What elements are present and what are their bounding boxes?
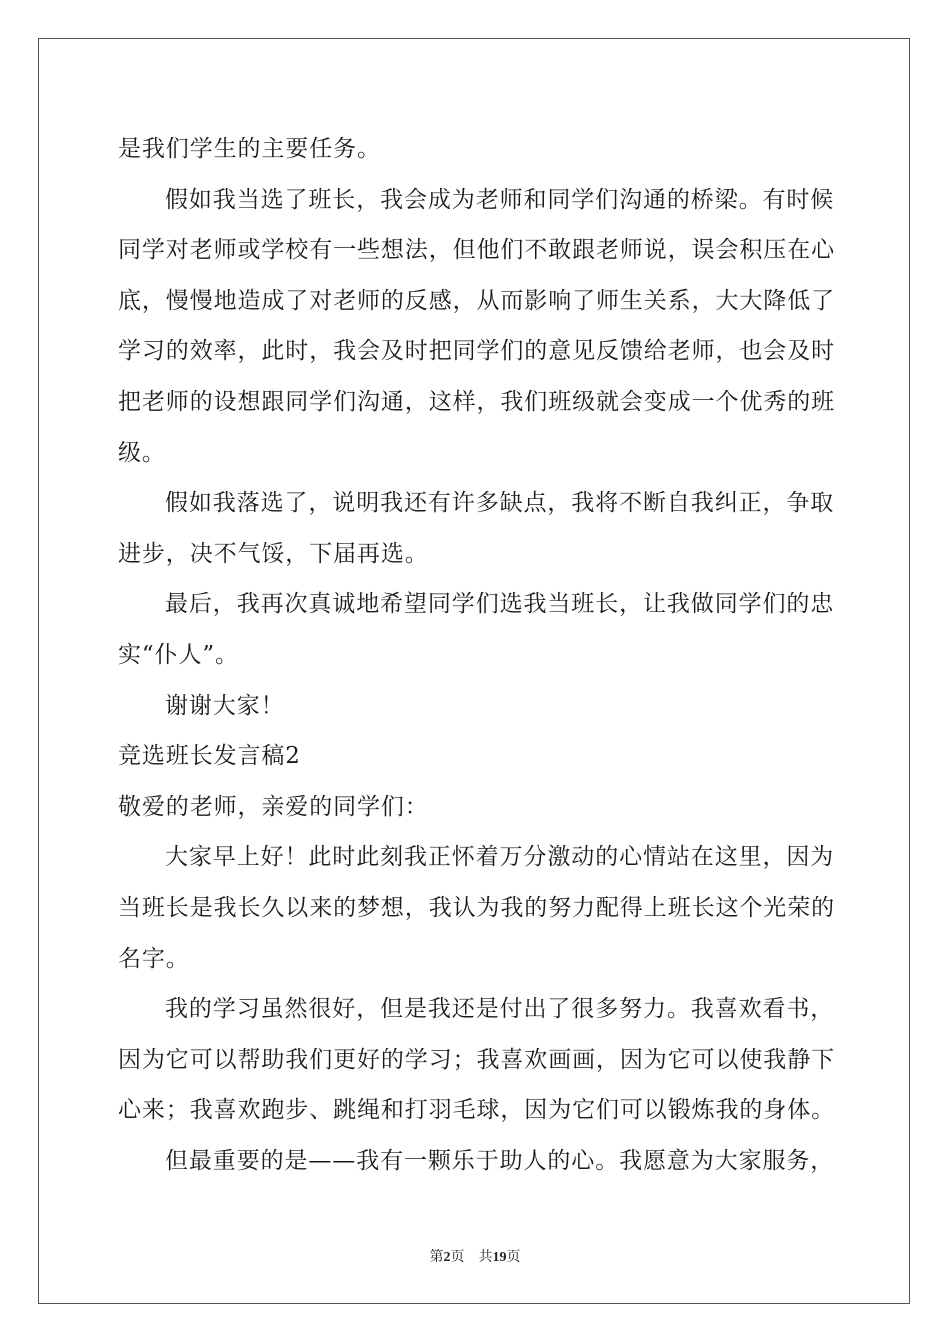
text-line: 名字。 bbox=[118, 945, 190, 972]
text-line: 最后，我再次真诚地希望同学们选我当班长，让我做同学们的忠 bbox=[165, 591, 835, 618]
page-footer bbox=[0, 1246, 950, 1266]
salutation: 敬爱的老师，亲爱的同学们： bbox=[118, 793, 429, 820]
text-line: 谢谢大家！ bbox=[165, 692, 285, 719]
text-line: 把老师的设想跟同学们沟通，这样，我们班级就会变成一个优秀的班 bbox=[118, 388, 835, 415]
text-line: 心来；我喜欢跑步、跳绳和打羽毛球，因为它们可以锻炼我的身体。 bbox=[118, 1097, 835, 1124]
text-line: 学习的效率，此时，我会及时把同学们的意见反馈给老师，也会及时 bbox=[118, 338, 835, 365]
document-body bbox=[118, 124, 834, 1186]
total-prefix: 共 bbox=[478, 1250, 493, 1265]
text-line: 大家早上好！此时此刻我正怀着万分激动的心情站在这里，因为 bbox=[165, 844, 835, 871]
text-line: 假如我当选了班长，我会成为老师和同学们沟通的桥梁。有时候 bbox=[165, 186, 835, 213]
page-prefix: 第 bbox=[429, 1250, 444, 1265]
page-suffix: 页 bbox=[450, 1250, 465, 1265]
section-heading: 竞选班长发言稿2 bbox=[118, 743, 301, 770]
text-line: 是我们学生的主要任务。 bbox=[118, 136, 381, 162]
text-line: 我的学习虽然很好，但是我还是付出了很多努力。我喜欢看书， bbox=[165, 996, 835, 1023]
text-line: 实“仆人”。 bbox=[118, 641, 239, 668]
text-line: 同学对老师或学校有一些想法，但他们不敢跟老师说，误会积压在心 bbox=[118, 237, 835, 264]
text-line: 底，慢慢地造成了对老师的反感，从而影响了师生关系，大大降低了 bbox=[118, 287, 835, 314]
total-pages: 19 bbox=[492, 1250, 507, 1265]
text-line: 但最重要的是——我有一颗乐于助人的心。我愿意为大家服务， bbox=[165, 1147, 835, 1174]
text-line: 进步，决不气馁，下届再选。 bbox=[118, 540, 429, 567]
total-suffix: 页 bbox=[506, 1250, 521, 1265]
text-line: 因为它可以帮助我们更好的学习；我喜欢画画，因为它可以使我静下 bbox=[118, 1046, 835, 1073]
text-line: 假如我落选了，说明我还有许多缺点，我将不断自我纠正，争取 bbox=[165, 490, 835, 517]
text-line: 级。 bbox=[118, 439, 166, 466]
text-line: 当班长是我长久以来的梦想，我认为我的努力配得上班长这个光荣的 bbox=[118, 894, 835, 921]
page-number: 2 bbox=[443, 1250, 451, 1265]
